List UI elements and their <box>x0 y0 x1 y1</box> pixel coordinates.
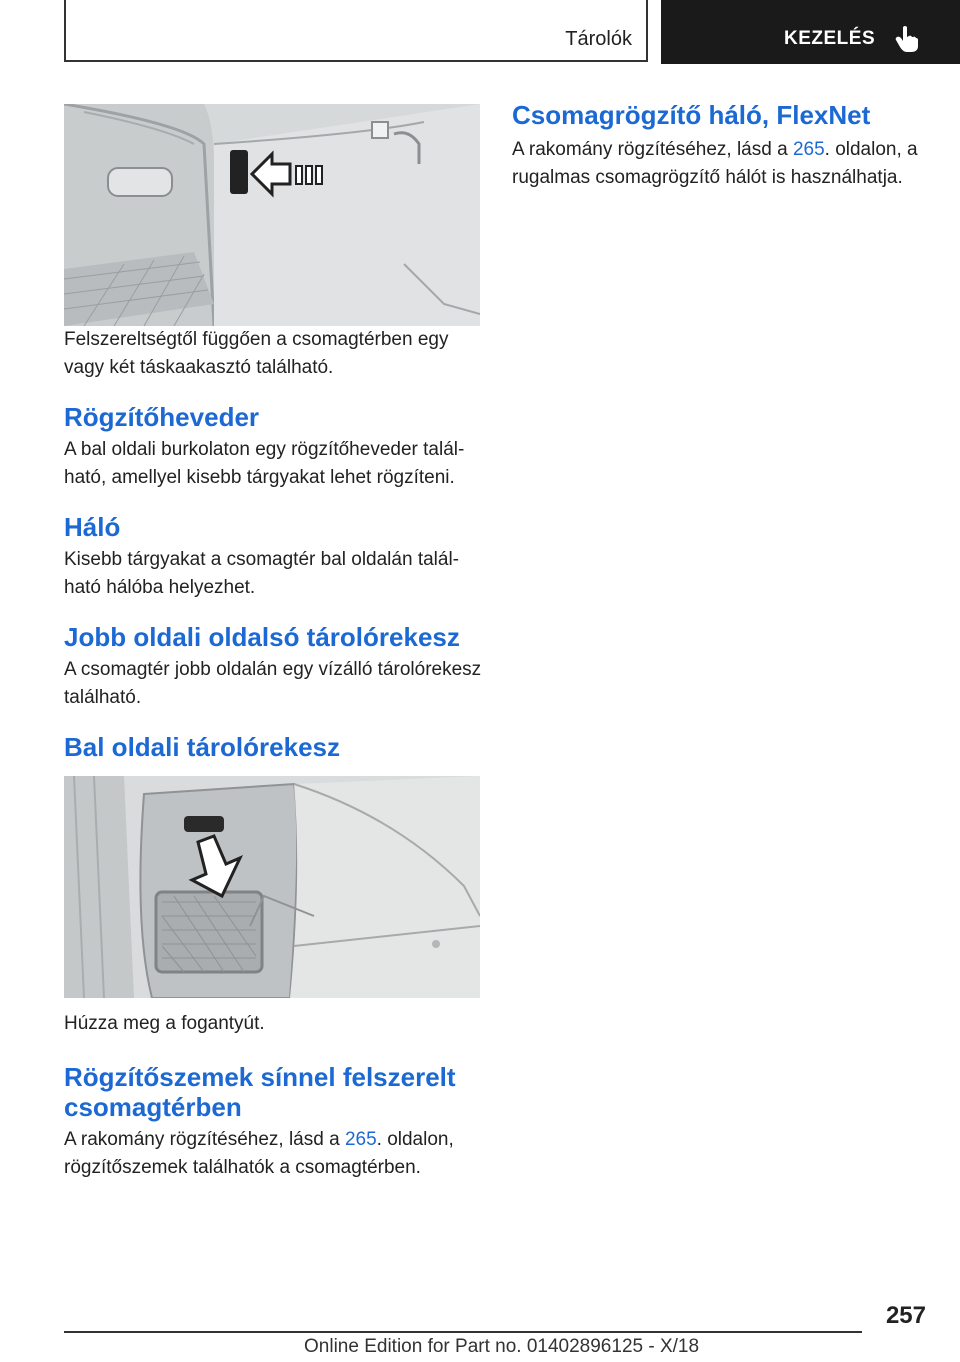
left-compartment-caption: Húzza meg a fogantyút. <box>64 1013 265 1034</box>
section-left-compartment <box>64 732 482 762</box>
section-net-title: Háló <box>64 512 121 542</box>
section-right-compartment <box>64 622 482 712</box>
bag-hook-illustration <box>64 104 480 326</box>
hand-pointer-icon <box>895 25 919 53</box>
page-number: 257 <box>885 1302 926 1329</box>
header-chapter-tab[interactable] <box>661 0 960 64</box>
footer-edition-text: Online Edition for Part no. 01402896125 - X/18 <box>304 1336 700 1357</box>
section-strap-title: Rögzítőheveder <box>64 402 260 432</box>
left-compartment-illustration <box>64 776 480 998</box>
right-column <box>512 100 922 192</box>
section-right-compartment-text: A csomagtér jobb oldalán egy vízálló tárolórekesz található. <box>64 659 482 708</box>
section-tie-downs-text <box>64 1126 482 1182</box>
left-column <box>64 104 482 1182</box>
header-section-box <box>64 0 648 62</box>
section-strap-text: A bal oldali burkolaton egy rögzítőheveder talál-ható, amellyel kisebb tárgyakat lehet rögzíteni. <box>64 439 465 488</box>
footer-divider <box>64 1331 862 1333</box>
section-tie-downs-title: Rögzítőszemek sínnel felszerelt csomagtérben <box>64 1062 456 1122</box>
tie-downs-text-before: A rakomány rögzítéséhez, lásd a <box>64 1129 345 1150</box>
section-tie-downs <box>64 1062 482 1182</box>
tie-downs-page-link[interactable]: 265 <box>344 1129 377 1150</box>
section-right-compartment-title: Jobb oldali oldalsó tárolórekesz <box>64 622 460 652</box>
flexnet-text-before: A rakomány rögzítéséhez, lásd a <box>512 139 793 160</box>
section-net <box>64 512 482 602</box>
section-left-compartment-title: Bal oldali tárolórekesz <box>64 732 340 762</box>
section-net-text: Kisebb tárgyakat a csomagtér bal oldalán talál-ható hálóba helyezhet. <box>64 549 460 598</box>
flexnet-text-after: . oldalon, a rugalmas csomagrögzítő hálót is használhatja. <box>512 139 918 188</box>
header-chapter-title: KEZELÉS <box>784 28 876 49</box>
header-section-title: Tárolók <box>565 28 632 50</box>
tie-downs-text-after: . oldalon, rögzítőszemek találhatók a csomagtérben. <box>64 1129 454 1178</box>
bag-hook-caption: Felszereltségtől függően a csomagtérben egy vagy két táskaakasztó található. <box>64 329 449 378</box>
flexnet-page-link[interactable]: 265 <box>792 139 825 160</box>
bag-hook-figure <box>64 104 480 326</box>
section-flexnet-title: Csomagrögzítő háló, FlexNet <box>512 100 871 130</box>
section-strap <box>64 402 482 492</box>
left-compartment-figure <box>64 776 480 998</box>
section-flexnet-text <box>512 136 922 192</box>
